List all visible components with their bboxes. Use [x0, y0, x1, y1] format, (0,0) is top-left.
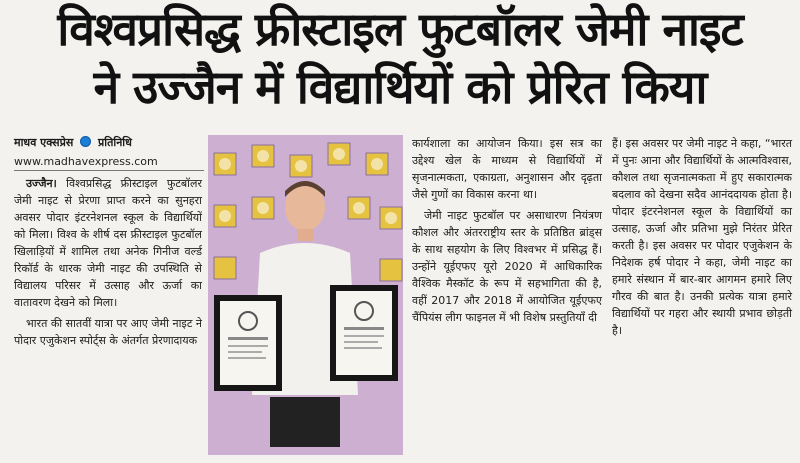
article-column-1 [14, 175, 202, 353]
byline [14, 135, 204, 150]
headline-line-1: विश्वप्रसिद्ध फ्रीस्टाइल फुटबॉलर जेमी नाइट [57, 2, 743, 56]
photo-illustration [208, 135, 403, 455]
headline [0, 0, 800, 128]
website-url[interactable]: www.madhavexpress.com [14, 155, 204, 171]
bullet-icon [80, 136, 91, 147]
column1-para-2: भारत की सातवीं यात्रा पर आए जेमी नाइट ने पोदार एजुकेशन स्पोर्ट्स के अंतर्गत प्रेरणादायक [14, 317, 202, 347]
certificate-left [214, 295, 282, 391]
headline-line-2: ने उज्जैन में विद्यार्थियों को प्रेरित किया [93, 60, 707, 114]
column2-para-1: कार्यशाला का आयोजन किया। इस सत्र का उद्देश्य खेल के माध्यम से विद्यार्थियों में सृजनात्मकता, एकाग्रता, अनुशासन और दृढ़ता जैसे गुणों का विकास करना था। [412, 137, 602, 201]
certificate-right [330, 285, 398, 381]
article-column-3 [612, 135, 792, 343]
column1-para-1: विश्वप्रसिद्ध फ्रीस्टाइल फुटबॉलर जेमी नाइट से प्रेरणा प्राप्त करने का सुनहरा अवसर पोदार इंटरनेशनल स्कूल के विद्यार्थियों को मिला। विश्व के शीर्ष दस फ्रीस्टाइल फुटबॉल खिलाड़ियों में शामिल तथा अनेक गिनीज वर्ल्ड रिकॉर्ड के धारक जेमी नाइट की उपस्थिति से विद्यालय परिसर में उत्साह और ऊर्जा का वातावरण देखने को मिला। [14, 177, 202, 309]
byline-source: माधव एक्सप्रेस [14, 136, 74, 149]
article-column-2 [412, 135, 602, 330]
article-photo [208, 135, 403, 455]
column2-para-2: जेमी नाइट फुटबॉल पर असाधारण नियंत्रण कौशल और अंतरराष्ट्रीय स्तर के प्रतिष्ठित ब्रांड्स के साथ सहयोग के लिए विश्वभर में प्रसिद्ध हैं। उन्होंने यूईएफए यूरो 2020 में आधिकारिक वैश्विक मैस्कॉट के रूप में सहभागिता की है, वहीं 2017 और 2018 में आयोजित यूईएफए चैंपियंस लीग फाइनल में भी विशेष प्रस्तुतियाँ दी [412, 209, 602, 324]
dateline-place: उज्जैन। [26, 177, 57, 190]
column3-para-1: हैं। इस अवसर पर जेमी नाइट ने कहा, “भारत में पुनः आना और विद्यार्थियों के आत्मविश्वास, कौशल तथा सृजनात्मकता में हुए सकारात्मक बदलाव को देखना सदैव आनंददायक होता है। पोदार इंटरनेशनल स्कूल के विद्यार्थियों का उत्साह, ऊर्जा और प्रतिभा मुझे निरंतर प्रेरित करती है। इस अवसर पर पोदार एजुकेशन के निदेशक हर्ष पोदार ने कहा, जेमी नाइट का हमारे संस्थान में बार-बार आगमन हमारे लिए गौरव की बात है। उनकी प्रत्येक यात्रा हमारे विद्यार्थियों पर गहरा और स्थायी प्रभाव छोड़ती है। [612, 137, 792, 337]
byline-role: प्रतिनिधि [97, 136, 132, 149]
